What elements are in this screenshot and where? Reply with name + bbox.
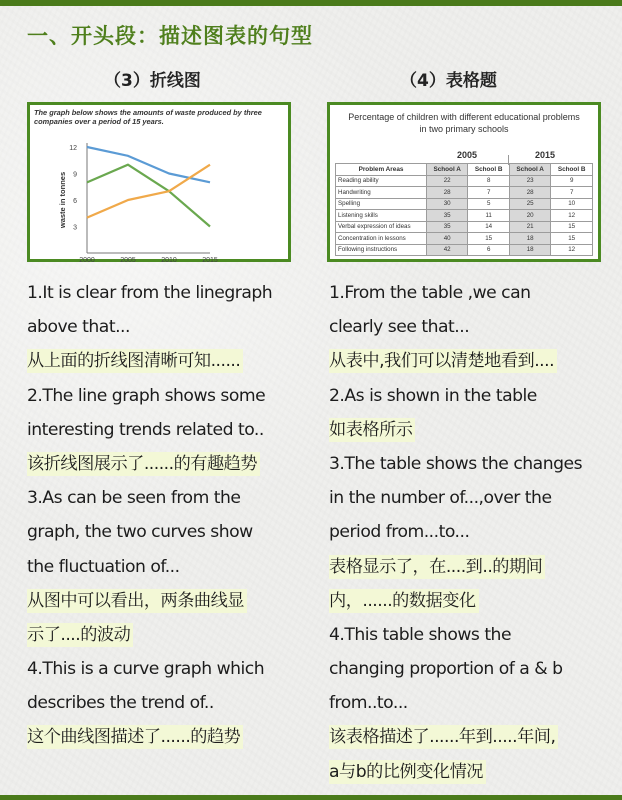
chinese-translation-line — [329, 550, 609, 584]
problems-table — [335, 163, 593, 256]
bottom-accent-bar — [0, 795, 622, 800]
table-row — [336, 187, 593, 199]
phrase-text: period from...to... — [329, 522, 470, 543]
value-cell: 9 — [551, 175, 593, 187]
english-phrase-line — [329, 276, 609, 310]
table-row — [336, 198, 593, 210]
phrase-text: from..to... — [329, 693, 408, 714]
value-cell: 21 — [509, 221, 550, 233]
value-cell: 11 — [468, 210, 510, 222]
english-phrase-line — [329, 481, 609, 515]
english-phrase-line — [329, 379, 609, 413]
line-graph-subtitle: （3）折线图 — [104, 71, 201, 91]
value-cell: 18 — [509, 233, 550, 245]
table-row — [336, 175, 593, 187]
value-cell: 10 — [551, 198, 593, 210]
year-2005-label: 2005 — [457, 150, 478, 160]
highlighted-translation: a与b的比例变化情况 — [329, 760, 486, 784]
line-graph-phrases — [27, 276, 307, 755]
line-graph-figure — [27, 102, 291, 262]
table-phrases — [329, 276, 609, 789]
value-cell: 5 — [468, 198, 510, 210]
phrase-text: in the number of...,over the — [329, 488, 552, 509]
table-header-cell: School B — [468, 164, 510, 176]
phrase-text: interesting trends related to.. — [27, 419, 264, 440]
highlighted-translation: 如表格所示 — [329, 418, 415, 442]
highlighted-translation: 该表格描述了......年到.....年间, — [329, 725, 558, 749]
table-row — [336, 221, 593, 233]
highlighted-translation: 从上面的折线图清晰可知...... — [27, 349, 243, 373]
page-title: 一、开头段：描述图表的句型 — [27, 24, 313, 48]
value-cell: 25 — [509, 198, 550, 210]
value-cell: 35 — [427, 221, 468, 233]
value-cell: 15 — [551, 233, 593, 245]
english-phrase-line — [27, 481, 307, 515]
chinese-translation-line — [27, 344, 307, 378]
table-header-cell: Problem Areas — [336, 164, 427, 176]
english-phrase-line — [27, 379, 307, 413]
value-cell: 20 — [509, 210, 550, 222]
value-cell: 35 — [427, 210, 468, 222]
svg-text:3: 3 — [73, 224, 77, 232]
problem-area-cell: Handwriting — [336, 187, 427, 199]
problem-area-cell: Listening skills — [336, 210, 427, 222]
english-phrase-line — [329, 515, 609, 549]
svg-text:2000: 2000 — [79, 257, 95, 264]
svg-text:2015: 2015 — [202, 257, 218, 264]
top-accent-bar — [0, 0, 622, 6]
phrase-text: graph, the two curves show — [27, 522, 253, 543]
chinese-translation-line — [27, 618, 307, 652]
svg-text:12: 12 — [69, 145, 77, 152]
value-cell: 15 — [551, 221, 593, 233]
svg-text:6: 6 — [73, 198, 77, 205]
table-subtitle: （4）表格题 — [400, 71, 497, 91]
english-phrase-line — [27, 310, 307, 344]
highlighted-translation: 该折线图展示了......的有趣趋势 — [27, 452, 260, 476]
value-cell: 23 — [509, 175, 550, 187]
phrase-text: clearly see that... — [329, 317, 470, 338]
table-row — [336, 233, 593, 245]
highlighted-translation: 这个曲线图描述了......的趋势 — [27, 725, 243, 749]
value-cell: 28 — [509, 187, 550, 199]
highlighted-translation: 从表中,我们可以清楚地看到.... — [329, 349, 557, 373]
table-header-row — [336, 164, 593, 176]
english-phrase-line — [27, 686, 307, 720]
highlighted-translation: 表格显示了，在....到..的期间 — [329, 555, 545, 579]
english-phrase-line — [329, 652, 609, 686]
english-phrase-line — [329, 310, 609, 344]
phrase-text: 3.The table shows the changes — [329, 453, 583, 474]
problem-area-cell: Verbal expression of ideas — [336, 221, 427, 233]
value-cell: 12 — [551, 244, 593, 256]
phrase-text: 1.It is clear from the linegraph — [27, 283, 273, 303]
line-graph-caption: The graph below shows the amounts of waste produced by three companies over a period of 15 years. — [34, 108, 262, 126]
value-cell: 40 — [427, 233, 468, 245]
chinese-translation-line — [27, 720, 307, 754]
phrase-text: 3.As can be seen from the — [27, 488, 241, 509]
value-cell: 12 — [551, 210, 593, 222]
phrase-text: changing proportion of a & b — [329, 659, 563, 680]
value-cell: 7 — [551, 187, 593, 199]
value-cell: 22 — [427, 175, 468, 187]
problem-area-cell: Concentration in lessons — [336, 233, 427, 245]
chinese-translation-line — [27, 447, 307, 481]
phrase-text: 1.From the table ,we can — [329, 283, 531, 303]
phrase-text: 4.This is a curve graph which — [27, 659, 265, 680]
value-cell: 30 — [427, 198, 468, 210]
chinese-translation-line — [329, 584, 609, 618]
chinese-translation-line — [329, 720, 609, 754]
table-header-cell: School A — [427, 164, 468, 176]
table-figure-title: Percentage of children with different educational problems in two primary schools — [348, 112, 580, 134]
phrase-text: above that... — [27, 317, 130, 338]
english-phrase-line — [27, 550, 307, 584]
phrase-text: the fluctuation of... — [27, 556, 180, 577]
value-cell: 18 — [509, 244, 550, 256]
english-phrase-line — [27, 515, 307, 549]
chinese-translation-line — [329, 755, 609, 789]
table-header-cell: School A — [509, 164, 550, 176]
english-phrase-line — [27, 276, 307, 310]
english-phrase-line — [329, 447, 609, 481]
chinese-translation-line — [329, 344, 609, 378]
problem-area-cell: Reading ability — [336, 175, 427, 187]
highlighted-translation: 从图中可以看出，两条曲线显 — [27, 589, 247, 613]
year-2015-label: 2015 — [535, 150, 556, 160]
table-row — [336, 210, 593, 222]
value-cell: 15 — [468, 233, 510, 245]
english-phrase-line — [329, 618, 609, 652]
phrase-text: describes the trend of.. — [27, 693, 214, 714]
value-cell: 28 — [427, 187, 468, 199]
english-phrase-line — [27, 413, 307, 447]
phrase-text: 2.The line graph shows some — [27, 385, 266, 406]
svg-text:2010: 2010 — [161, 257, 177, 264]
svg-text:9: 9 — [73, 171, 77, 179]
value-cell: 14 — [468, 221, 510, 233]
english-phrase-line — [329, 686, 609, 720]
phrase-text: 4.This table shows the — [329, 624, 512, 645]
phrase-text: 2.As is shown in the table — [329, 385, 537, 406]
value-cell: 42 — [427, 244, 468, 256]
highlighted-translation: 示了....的波动 — [27, 623, 133, 647]
svg-text:2005: 2005 — [120, 257, 136, 264]
chinese-translation-line — [329, 413, 609, 447]
problem-area-cell: Spelling — [336, 198, 427, 210]
english-phrase-line — [27, 652, 307, 686]
chinese-translation-line — [27, 584, 307, 618]
line-graph-chart — [30, 105, 288, 264]
value-cell: 6 — [468, 244, 510, 256]
table-row — [336, 244, 593, 256]
problem-area-cell: Following instructions — [336, 244, 427, 256]
chart-series — [87, 147, 210, 227]
table-header-cell: School B — [551, 164, 593, 176]
svg-text:waste in tonnes: waste in tonnes — [58, 171, 67, 229]
highlighted-translation: 内，......的数据变化 — [329, 589, 479, 613]
table-body — [336, 175, 593, 256]
value-cell: 8 — [468, 175, 510, 187]
value-cell: 7 — [468, 187, 510, 199]
table-figure — [327, 102, 601, 262]
